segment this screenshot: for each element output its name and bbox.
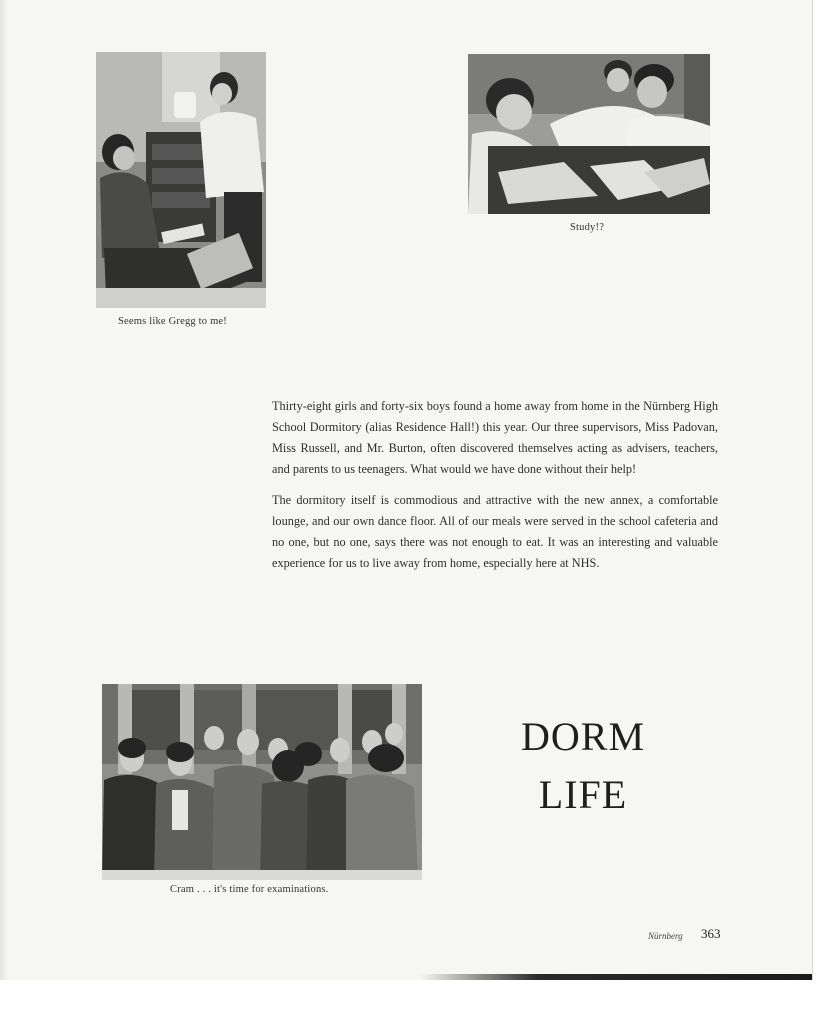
caption-photo-3: Cram . . . it's time for examinations.: [170, 884, 329, 895]
article-body: [272, 396, 718, 584]
section-title: [500, 708, 666, 824]
paragraph-1: Thirty-eight girls and forty-six boys found a home away from home in the Nürnberg High School Dormitory (alias Residence Hall!) this year. Our three supervisors, Miss Padovan, Miss Russell, and Mr. Burton, often discovered themselves acting as advisers, teachers, and parents to us teenagers. What would we have done without their help!: [272, 399, 718, 476]
caption-photo-1: Seems like Gregg to me!: [118, 316, 227, 327]
page-number: 363: [701, 926, 721, 941]
photo-group-outdoors-image: [102, 684, 422, 880]
photo-boys-studying: [468, 54, 710, 214]
photo-girls-dorm-room-image: [96, 52, 266, 308]
page-edge-shadow: [0, 0, 8, 980]
photo-boys-studying-image: [468, 54, 710, 214]
paragraph-2: The dormitory itself is commodious and attractive with the new annex, a comfortable lounge, and our own dance floor. All of our meals were served in the school cafeteria and no one, but no one, says there was not enough to eat. It was an interesting and valuable experience for us to live away from home, especially here at NHS.: [272, 493, 718, 570]
photo-group-outdoors: [102, 684, 422, 880]
bottom-rule: [420, 974, 812, 980]
caption-photo-2: Study!?: [570, 222, 605, 233]
footer-book-name: Nürnberg: [648, 931, 683, 941]
photo-girls-dorm-room: [96, 52, 266, 308]
title-line-2: LIFE: [538, 772, 628, 817]
title-line-1: DORM: [520, 714, 646, 759]
